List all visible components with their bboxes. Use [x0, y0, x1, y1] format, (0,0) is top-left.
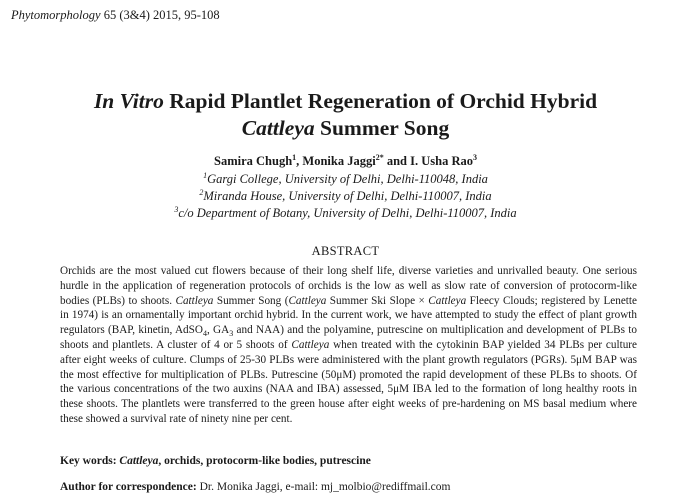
journal-citation — [11, 8, 220, 23]
keywords-label: Key words: — [60, 455, 117, 467]
author-sup: 3 — [472, 152, 477, 162]
affiliation-3 — [0, 205, 691, 221]
abstract-italic: Cattleya — [288, 294, 327, 307]
author-sup: 2* — [375, 152, 384, 162]
affiliation-sup: 2 — [199, 187, 204, 197]
affiliation-sup: 1 — [203, 170, 208, 180]
abstract-body — [60, 264, 637, 427]
correspondence-text: Dr. Monika Jaggi, e-mail: mj_molbio@rediffmail.com — [196, 481, 451, 493]
keywords — [60, 455, 371, 467]
affiliation-1 — [0, 171, 691, 187]
abstract-text: Orchids are the most valued cut flowers because of their long shelf life, diverse varieties and unrivalled beauty. One serious hurdle in the application of regeneration protocols of orchids is the low as well as slow rate of conversion of protocorm-like bodies (PLBs) to shoots. — [60, 265, 637, 307]
author-separator: and — [383, 154, 411, 168]
affiliation-2 — [0, 188, 691, 204]
correspondence-label: Author for correspondence: — [60, 481, 197, 493]
author-name: Monika Jaggi — [302, 154, 376, 168]
abstract-heading: ABSTRACT — [311, 244, 380, 258]
correspondence — [60, 481, 450, 493]
abstract-subscript: 3 — [229, 329, 234, 339]
title-text-2: Summer Song — [314, 116, 450, 140]
title-line-1 — [0, 88, 691, 115]
abstract-italic: Cattleya — [175, 294, 214, 307]
author-name: Samira Chugh — [214, 154, 293, 168]
author-list — [0, 154, 691, 169]
affiliation-text: c/o Department of Botany, University of Delhi, Delhi-110007, India — [178, 206, 517, 220]
journal-name: Phytomorphology — [11, 8, 101, 22]
author-separator: , — [296, 154, 303, 168]
abstract-text: when treated with the cytokinin BAP yielded 34 PLBs per culture after eight weeks of culture. Clumps of 25-30 PLBs were administered with the plant growth regulators (PGRs). 5μM BAP was the most effective for multiplication of PLBs. Putrescine (50μM) promoted the rapid development of these PLBs to shoots. Of the various concentrations of the two auxins (NAA and IBA) assessed, 5μM IBA led to the formation of long healthy roots in these shoots. The plantlets were transferred to the green house after eight weeks of pre-hardening on MS basal medium where these showed a survival rate of ninety nine per cent. — [60, 338, 637, 425]
author-name: I. Usha Rao — [410, 154, 473, 168]
paper-title — [0, 88, 691, 142]
abstract-text: and NAA) and the polyamine, putrescine on multiplication and development of PLBs to shoots and plantlets. A cluster of 4 or 5 shoots of — [60, 324, 637, 351]
abstract-italic: Cattleya — [291, 338, 330, 351]
title-text-1: Rapid Plantlet Regeneration of Orchid Hybrid — [163, 89, 598, 113]
affiliation-text: Gargi College, University of Delhi, Delhi-110048, India — [207, 172, 488, 186]
abstract-text: , GA — [206, 324, 230, 337]
abstract-italic: Cattleya — [428, 294, 467, 307]
keywords-text: , orchids, protocorm-like bodies, putrescine — [158, 455, 371, 467]
abstract-text: Summer Song ( — [213, 294, 289, 307]
title-line-2 — [0, 115, 691, 142]
abstract-text: Summer Ski Slope × — [326, 294, 429, 307]
affiliation-sup: 3 — [174, 204, 179, 214]
keywords-italic: Cattleya — [119, 455, 159, 467]
journal-volume: 65 (3&4) 2015, 95-108 — [100, 8, 220, 22]
abstract-text: Fleecy Clouds; registered by Lenette in 1974) is an ornamentally important orchid hybrid. In the current work, we have attempted to study the effect of plant growth regulators (BAP, kinetin, AdSO — [60, 294, 637, 337]
affiliation-text: Miranda House, University of Delhi, Delhi-110007, India — [203, 189, 492, 203]
abstract-subscript: 4 — [202, 329, 207, 339]
author-sup: 1 — [292, 152, 297, 162]
title-italic-1: In Vitro — [93, 89, 164, 113]
title-italic-2: Cattleya — [241, 116, 315, 140]
